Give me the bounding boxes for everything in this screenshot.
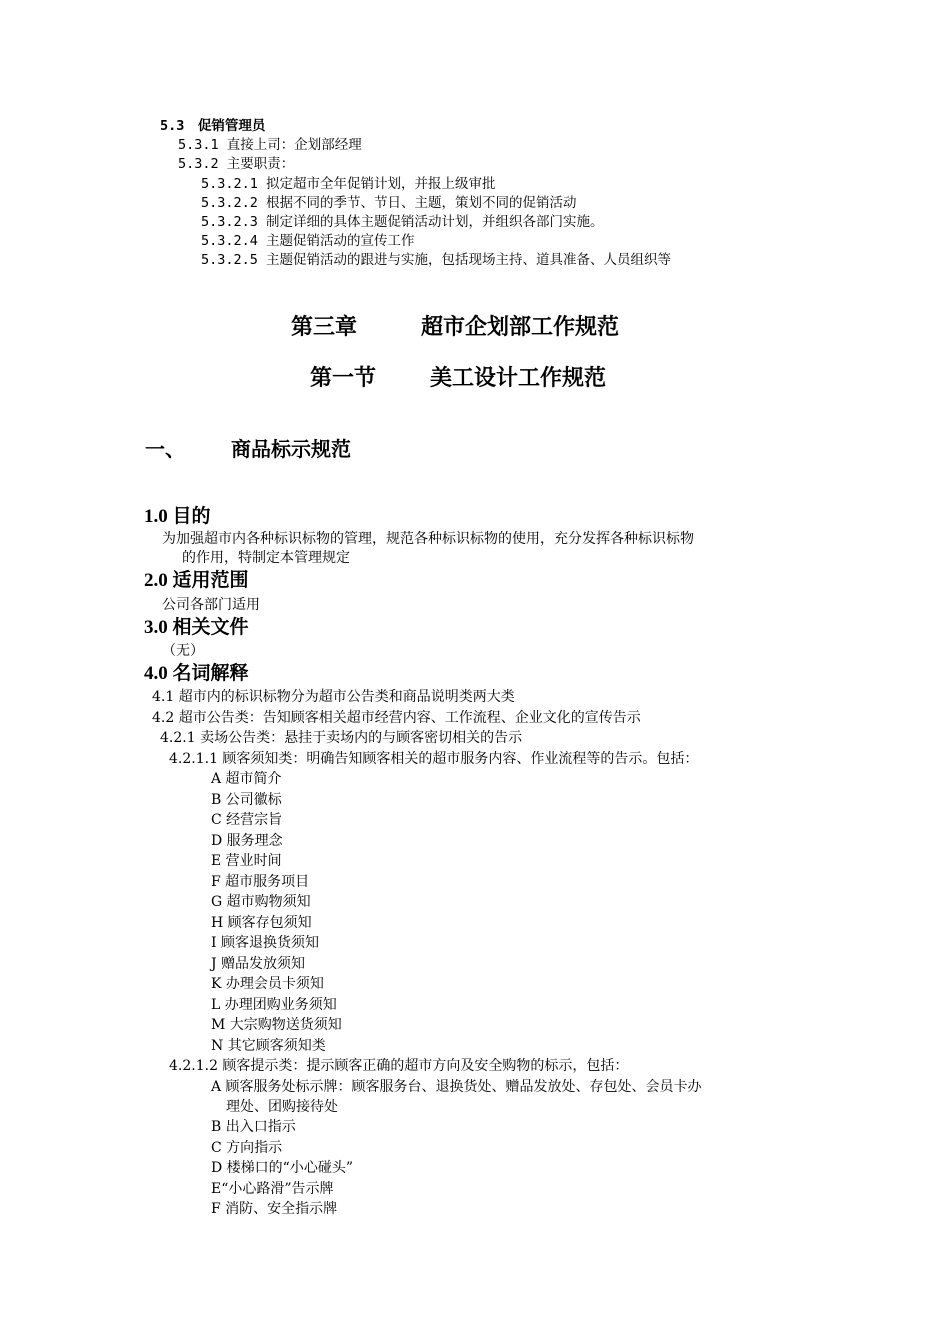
purpose-text-cont: 的作用，特制定本管理规定 xyxy=(182,550,350,566)
definition-4-2-1-2: 4.2.1.2 顾客提示类：提示顾客正确的超市方向及安全购物的标示，包括： xyxy=(169,1058,629,1074)
section-number: 第一节 xyxy=(310,366,377,391)
list-item: L 办理团购业务须知 xyxy=(211,997,337,1013)
part-heading xyxy=(145,436,351,462)
definition-4-2-1: 4.2.1 卖场公告类：悬挂于卖场内的与顾客密切相关的告示 xyxy=(160,730,523,746)
duty-item: 5.3.2.4 主题促销活动的宣传工作 xyxy=(201,233,415,249)
list-item: E 营业时间 xyxy=(211,853,282,869)
list-item: D 服务理念 xyxy=(211,833,283,849)
chapter-heading xyxy=(291,314,619,342)
list-item: D 楼梯口的“小心碰头” xyxy=(211,1160,353,1176)
related-docs-text: （无） xyxy=(162,643,204,659)
list-item: N 其它顾客须知类 xyxy=(211,1038,326,1054)
list-item: F 超市服务项目 xyxy=(211,874,310,890)
heading-scope: 2.0 适用范围 xyxy=(144,570,249,591)
heading-related-docs: 3.0 相关文件 xyxy=(144,617,249,638)
duty-item: 5.3.2.2 根据不同的季节、节日、主题，策划不同的促销活动 xyxy=(201,195,577,211)
part-title: 商品标示规范 xyxy=(231,437,351,461)
heading-purpose: 1.0 目的 xyxy=(144,506,211,527)
list-item: A 顾客服务处标示牌：顾客服务台、退换货处、赠品发放处、存包处、会员卡办 xyxy=(211,1079,702,1095)
duty-item: 5.3.2.3 制定详细的具体主题促销活动计划，并组织各部门实施。 xyxy=(201,214,604,230)
list-item: E“小心路滑”告示牌 xyxy=(211,1181,334,1197)
list-item: B 公司徽标 xyxy=(211,792,282,808)
definition-4-1: 4.1 超市内的标识标物分为超市公告类和商品说明类两大类 xyxy=(152,689,515,705)
duty-item: 5.3.2.5 主题促销活动的跟进与实施，包括现场主持、道具准备、人员组织等 xyxy=(201,252,672,268)
definition-4-2: 4.2 超市公告类：告知顾客相关超市经营内容、工作流程、企业文化的宣传告示 xyxy=(152,710,641,726)
chapter-number: 第三章 xyxy=(291,315,358,340)
heading-definitions: 4.0 名词解释 xyxy=(144,663,249,684)
list-item: K 办理会员卡须知 xyxy=(211,976,324,992)
purpose-text: 为加强超市内各种标识标物的管理，规范各种标识标物的使用，充分发挥各种标识标物 xyxy=(162,531,694,547)
list-item: I 顾客退换货须知 xyxy=(211,935,319,951)
list-item: B 出入口指示 xyxy=(211,1119,296,1135)
section-5-3-1: 5.3.1 直接上司：企划部经理 xyxy=(178,137,362,153)
list-item-cont: 理处、团购接待处 xyxy=(226,1099,338,1115)
list-item: C 方向指示 xyxy=(211,1140,283,1156)
list-item: F 消防、安全指示牌 xyxy=(211,1201,338,1217)
chapter-title: 超市企划部工作规范 xyxy=(421,315,620,340)
duty-item: 5.3.2.1 拟定超市全年促销计划，并报上级审批 xyxy=(201,176,496,192)
list-item: H 顾客存包须知 xyxy=(211,915,312,931)
scope-text: 公司各部门适用 xyxy=(162,597,260,613)
list-item: A 超市简介 xyxy=(211,771,282,787)
section-heading xyxy=(310,365,606,393)
section-5-3-title: 5.3 促销管理员 xyxy=(160,118,266,134)
list-item: C 经营宗旨 xyxy=(211,812,283,828)
list-item: J 赠品发放须知 xyxy=(211,956,306,972)
list-item: M 大宗购物送货须知 xyxy=(211,1017,342,1033)
section-5-3-2: 5.3.2 主要职责： xyxy=(178,156,295,172)
definition-4-2-1-1: 4.2.1.1 顾客须知类：明确告知顾客相关的超市服务内容、作业流程等的告示。包括： xyxy=(169,751,699,767)
part-number: 一、 xyxy=(145,437,185,461)
list-item: G 超市购物须知 xyxy=(211,894,311,910)
section-title: 美工设计工作规范 xyxy=(430,366,607,391)
